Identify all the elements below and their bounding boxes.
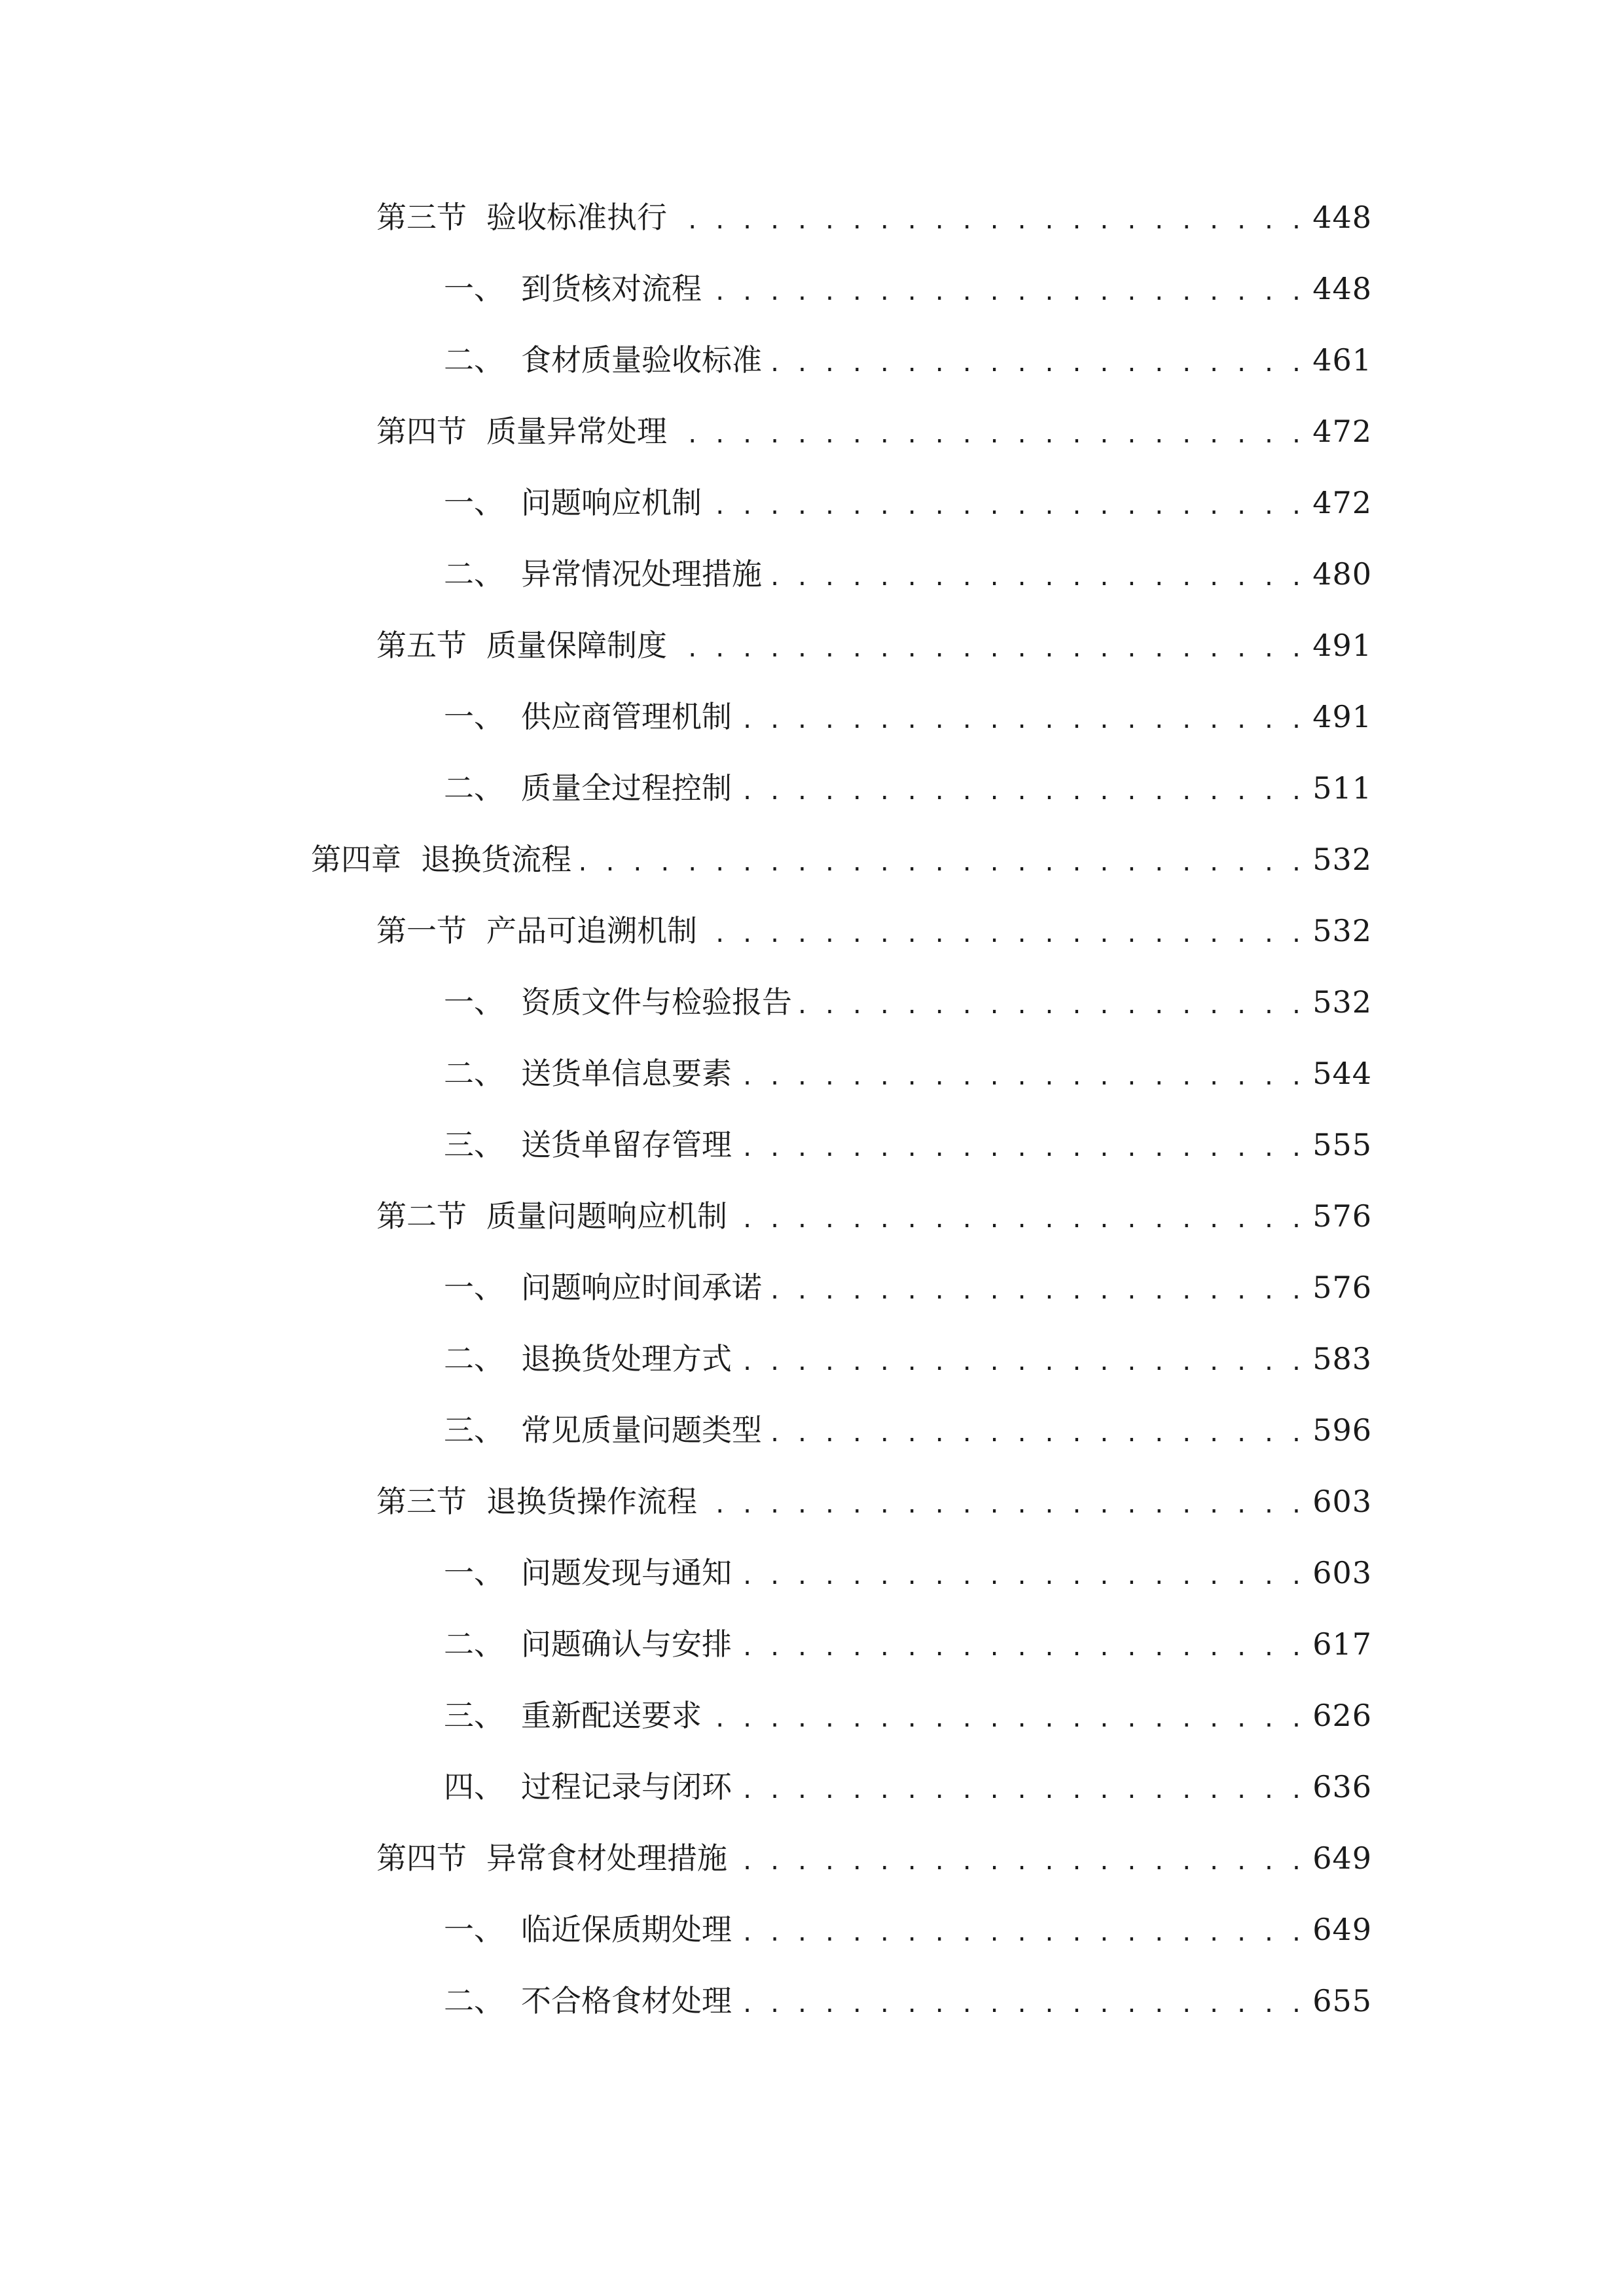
- toc-entry-link[interactable]: [444, 552, 1372, 596]
- dot-leader: [796, 980, 1303, 1024]
- toc-entry-page-number: 583: [1312, 1341, 1372, 1376]
- toc-entry-link[interactable]: [444, 1408, 1372, 1452]
- toc-entry-link[interactable]: [444, 1266, 1372, 1309]
- toc-entry-number: 三、: [444, 1412, 504, 1448]
- toc-entry-link[interactable]: [311, 838, 1372, 881]
- toc-entry-title: 问题响应机制: [521, 485, 702, 520]
- toc-entry-page-number: 555: [1312, 1127, 1372, 1162]
- toc-entry-item: [0, 1337, 1624, 1408]
- dot-leader: [736, 1123, 1303, 1166]
- toc-entry-item: [0, 1979, 1624, 2051]
- dot-leader: [736, 1979, 1303, 2022]
- toc-entry-title: 退换货处理方式: [521, 1341, 732, 1376]
- dot-leader: [766, 338, 1303, 382]
- toc-entry-link[interactable]: [444, 1123, 1372, 1166]
- toc-entry-link[interactable]: [444, 338, 1372, 382]
- toc-entry-section: [0, 1194, 1624, 1266]
- toc-entry-title: 供应商管理机制: [521, 699, 732, 734]
- dot-leader: [736, 1623, 1303, 1666]
- dot-leader: [706, 481, 1303, 524]
- toc-entry-title: 问题发现与通知: [521, 1555, 732, 1590]
- toc-entry-title: 资质文件与检验报告: [521, 984, 792, 1020]
- toc-entry-item: [0, 1266, 1624, 1337]
- dot-leader: [766, 1408, 1303, 1452]
- toc-entry-item: [0, 481, 1624, 552]
- toc-entry-item: [0, 766, 1624, 838]
- dot-leader: [701, 909, 1303, 952]
- toc-entry-page-number: 448: [1312, 200, 1372, 235]
- toc-entry-link[interactable]: [444, 980, 1372, 1024]
- toc-entry-number: 三、: [444, 1698, 504, 1733]
- toc-entry-number: 二、: [444, 342, 504, 378]
- toc-entry-link[interactable]: [376, 909, 1372, 952]
- toc-entry-page-number: 448: [1312, 271, 1372, 306]
- toc-entry-number: 二、: [444, 1056, 504, 1091]
- toc-entry-item: [0, 267, 1624, 338]
- toc-entry-page-number: 626: [1312, 1698, 1372, 1733]
- toc-entry-number: 二、: [444, 1341, 504, 1376]
- toc-entry-number: 二、: [444, 1983, 504, 2018]
- toc-entry-title: 送货单留存管理: [521, 1127, 732, 1162]
- toc-entry-page-number: 649: [1312, 1840, 1372, 1876]
- toc-entry-number: 四、: [444, 1769, 504, 1804]
- toc-entry-item: [0, 1052, 1624, 1123]
- dot-leader: [736, 1908, 1303, 1951]
- toc-entry-title: 异常情况处理措施: [521, 556, 762, 592]
- dot-leader: [706, 1694, 1303, 1737]
- toc-entry-title: 过程记录与闭环: [521, 1769, 732, 1804]
- toc-entry-item: [0, 552, 1624, 624]
- toc-entry-link[interactable]: [444, 1908, 1372, 1951]
- toc-entry-title: 质量异常处理: [486, 414, 667, 449]
- toc-entry-page-number: 472: [1312, 414, 1372, 449]
- toc-entry-number: 一、: [444, 485, 504, 520]
- toc-entry-page-number: 603: [1312, 1555, 1372, 1590]
- toc-entry-item: [0, 1551, 1624, 1623]
- table-of-contents: [0, 196, 1624, 2051]
- toc-entry-link[interactable]: [444, 267, 1372, 310]
- toc-entry-item: [0, 1408, 1624, 1480]
- toc-entry-chapter: [0, 838, 1624, 909]
- toc-entry-number: 二、: [444, 556, 504, 592]
- toc-entry-page-number: 636: [1312, 1769, 1372, 1804]
- toc-entry-item: [0, 338, 1624, 410]
- toc-entry-page-number: 491: [1312, 699, 1372, 734]
- toc-entry-item: [0, 1623, 1624, 1694]
- dot-leader: [575, 838, 1303, 881]
- dot-leader: [671, 410, 1303, 453]
- toc-entry-number: 第四章: [311, 842, 401, 877]
- dot-leader: [736, 766, 1303, 810]
- toc-entry-page-number: 461: [1312, 342, 1372, 378]
- toc-entry-item: [0, 1123, 1624, 1194]
- toc-entry-link[interactable]: [376, 624, 1372, 667]
- toc-entry-number: 一、: [444, 1555, 504, 1590]
- toc-entry-title: 质量问题响应机制: [486, 1198, 727, 1234]
- toc-entry-page-number: 511: [1312, 770, 1372, 806]
- toc-entry-page-number: 472: [1312, 485, 1372, 520]
- toc-entry-title: 退换货流程: [421, 842, 571, 877]
- dot-leader: [671, 624, 1303, 667]
- toc-entry-page-number: 532: [1312, 984, 1372, 1020]
- toc-entry-page-number: 491: [1312, 628, 1372, 663]
- dot-leader: [766, 552, 1303, 596]
- toc-entry-title: 问题响应时间承诺: [521, 1270, 762, 1305]
- toc-entry-link[interactable]: [376, 1480, 1372, 1523]
- toc-entry-title: 临近保质期处理: [521, 1912, 732, 1947]
- toc-entry-section: [0, 624, 1624, 695]
- toc-entry-title: 产品可追溯机制: [486, 913, 697, 948]
- toc-entry-number: 二、: [444, 770, 504, 806]
- toc-entry-number: 一、: [444, 271, 504, 306]
- dot-leader: [731, 1194, 1303, 1238]
- toc-entry-link[interactable]: [444, 1765, 1372, 1808]
- toc-entry-number: 第五节: [376, 628, 467, 663]
- toc-entry-number: 第三节: [376, 1484, 467, 1519]
- toc-entry-page-number: 655: [1312, 1983, 1372, 2018]
- dot-leader: [736, 1337, 1303, 1380]
- dot-leader: [766, 1266, 1303, 1309]
- dot-leader: [736, 1765, 1303, 1808]
- toc-entry-title: 退换货操作流程: [486, 1484, 697, 1519]
- toc-entry-title: 送货单信息要素: [521, 1056, 732, 1091]
- toc-entry-number: 第四节: [376, 414, 467, 449]
- toc-entry-title: 重新配送要求: [521, 1698, 702, 1733]
- dot-leader: [701, 1480, 1303, 1523]
- toc-entry-link[interactable]: [376, 410, 1372, 453]
- toc-entry-number: 第一节: [376, 913, 467, 948]
- toc-entry-item: [0, 980, 1624, 1052]
- toc-entry-link[interactable]: [376, 196, 1372, 239]
- toc-entry-section: [0, 909, 1624, 980]
- toc-entry-link[interactable]: [444, 481, 1372, 524]
- toc-entry-section: [0, 196, 1624, 267]
- toc-entry-title: 异常食材处理措施: [486, 1840, 727, 1876]
- toc-entry-number: 第二节: [376, 1198, 467, 1234]
- toc-entry-item: [0, 1694, 1624, 1765]
- toc-entry-link[interactable]: [376, 1194, 1372, 1238]
- toc-entry-number: 三、: [444, 1127, 504, 1162]
- toc-entry-number: 一、: [444, 1270, 504, 1305]
- toc-entry-link[interactable]: [444, 695, 1372, 738]
- toc-entry-number: 一、: [444, 699, 504, 734]
- toc-entry-title: 常见质量问题类型: [521, 1412, 762, 1448]
- dot-leader: [671, 196, 1303, 239]
- toc-entry-link[interactable]: [444, 1623, 1372, 1666]
- toc-entry-link[interactable]: [444, 1979, 1372, 2022]
- toc-entry-section: [0, 410, 1624, 481]
- dot-leader: [736, 1052, 1303, 1095]
- toc-entry-page-number: 532: [1312, 913, 1372, 948]
- toc-entry-item: [0, 1765, 1624, 1837]
- toc-entry-page-number: 576: [1312, 1270, 1372, 1305]
- toc-entry-number: 二、: [444, 1626, 504, 1662]
- toc-entry-page-number: 649: [1312, 1912, 1372, 1947]
- dot-leader: [736, 695, 1303, 738]
- toc-entry-title: 到货核对流程: [521, 271, 702, 306]
- toc-entry-page-number: 576: [1312, 1198, 1372, 1234]
- toc-entry-number: 一、: [444, 984, 504, 1020]
- toc-entry-item: [0, 1908, 1624, 1979]
- toc-entry-title: 问题确认与安排: [521, 1626, 732, 1662]
- toc-entry-page-number: 617: [1312, 1626, 1372, 1662]
- toc-entry-page-number: 480: [1312, 556, 1372, 592]
- toc-entry-number: 一、: [444, 1912, 504, 1947]
- dot-leader: [731, 1837, 1303, 1880]
- toc-entry-link[interactable]: [444, 1694, 1372, 1737]
- toc-entry-title: 食材质量验收标准: [521, 342, 762, 378]
- toc-entry-link[interactable]: [376, 1837, 1372, 1880]
- dot-leader: [736, 1551, 1303, 1594]
- toc-entry-item: [0, 695, 1624, 766]
- toc-entry-number: 第四节: [376, 1840, 467, 1876]
- toc-entry-title: 质量全过程控制: [521, 770, 732, 806]
- toc-entry-page-number: 532: [1312, 842, 1372, 877]
- toc-entry-link[interactable]: [444, 1052, 1372, 1095]
- toc-entry-page-number: 544: [1312, 1056, 1372, 1091]
- dot-leader: [706, 267, 1303, 310]
- toc-entry-section: [0, 1480, 1624, 1551]
- toc-entry-section: [0, 1837, 1624, 1908]
- toc-entry-link[interactable]: [444, 1337, 1372, 1380]
- toc-entry-title: 不合格食材处理: [521, 1983, 732, 2018]
- toc-entry-link[interactable]: [444, 1551, 1372, 1594]
- toc-entry-link[interactable]: [444, 766, 1372, 810]
- toc-entry-title: 质量保障制度: [486, 628, 667, 663]
- toc-entry-title: 验收标准执行: [486, 200, 667, 235]
- toc-entry-page-number: 596: [1312, 1412, 1372, 1448]
- toc-entry-number: 第三节: [376, 200, 467, 235]
- toc-entry-page-number: 603: [1312, 1484, 1372, 1519]
